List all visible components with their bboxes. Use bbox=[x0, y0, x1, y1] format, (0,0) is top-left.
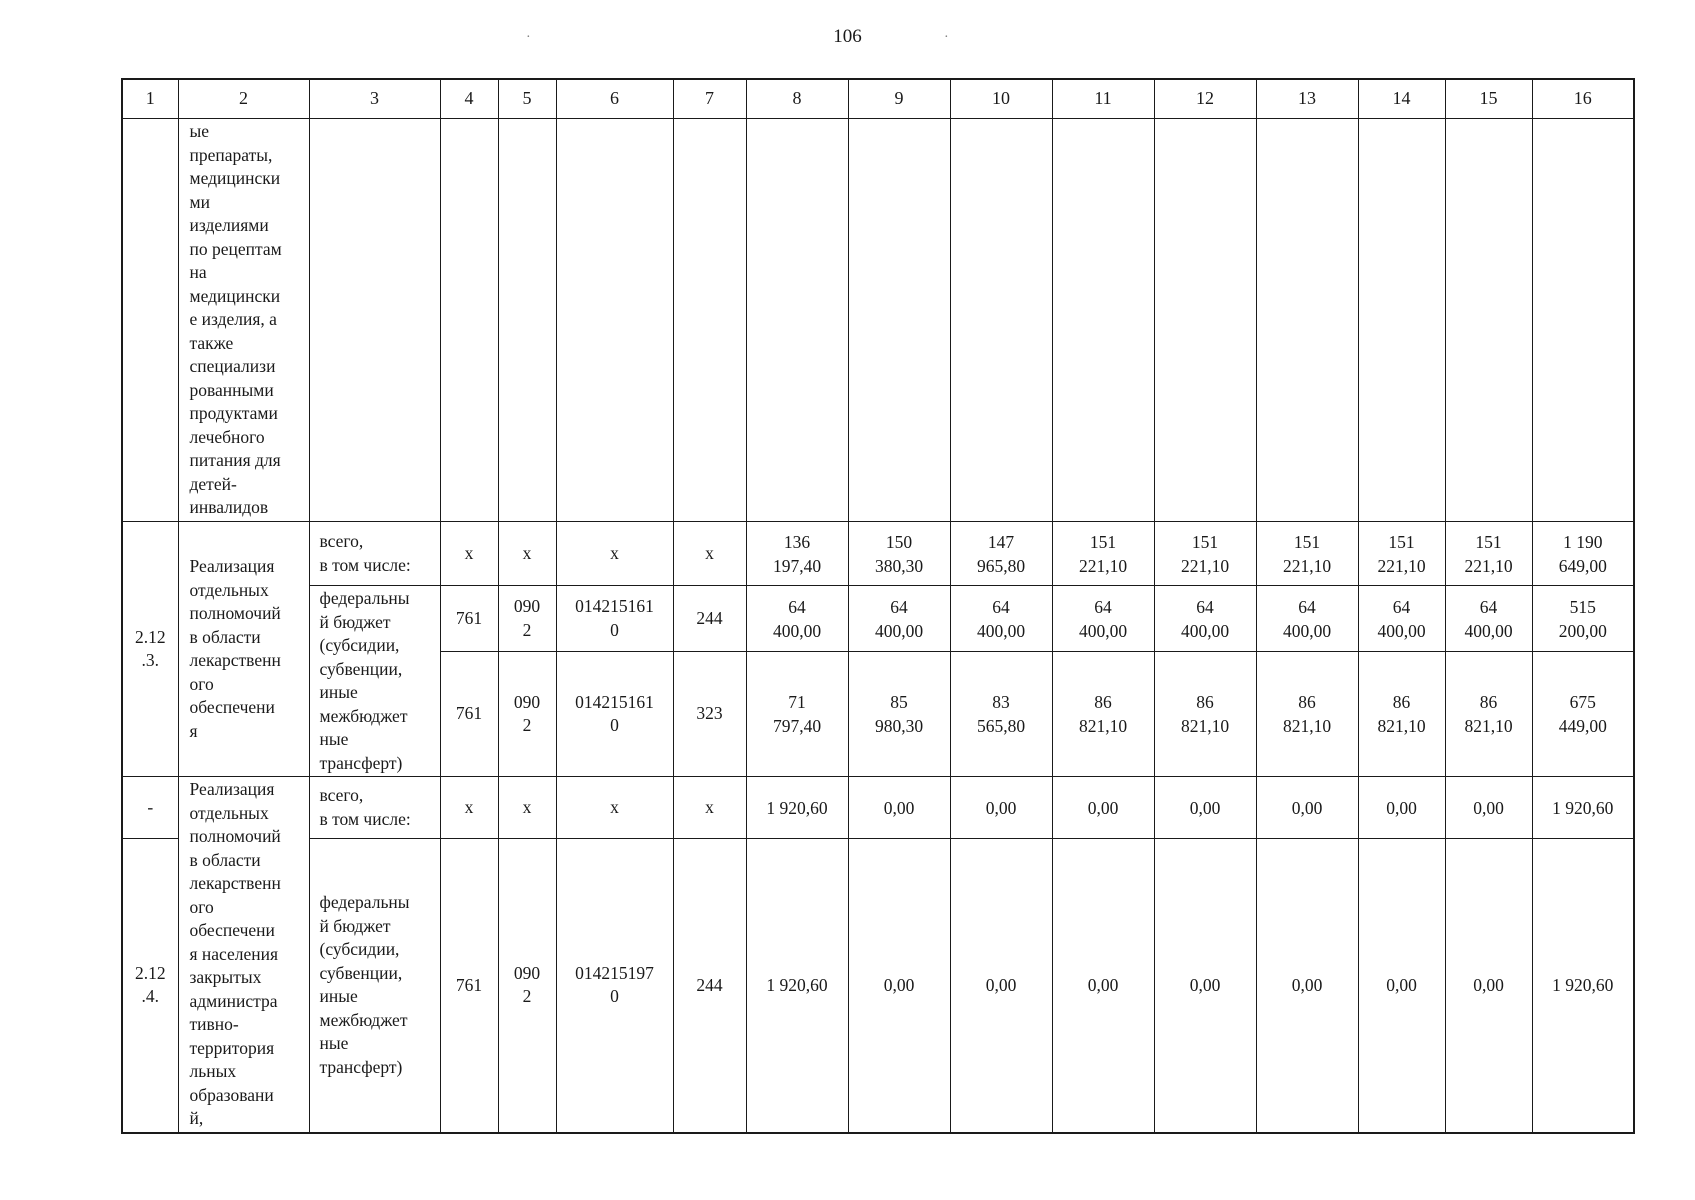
empty-cell bbox=[1256, 119, 1358, 522]
table-cell: 014215161 0 bbox=[556, 586, 673, 652]
table-cell: x bbox=[673, 522, 746, 586]
table-cell: 761 bbox=[440, 839, 498, 1133]
column-header: 5 bbox=[498, 79, 556, 119]
column-header: 1 bbox=[122, 79, 178, 119]
amount-cell: 64 400,00 bbox=[1256, 586, 1358, 652]
measure-name: Реализация отдельных полномочий в области лекарственн ого обеспечени я населения закрытых администра тивно- территория льных образовани й, bbox=[178, 777, 309, 1133]
amount-cell: 1 920,60 bbox=[746, 839, 848, 1133]
measure-name-continued: ые препараты, медицински ми изделиями по рецептам на медицински е изделия, а также специализи рованными продуктами лечебного питания для детей- инвалидов bbox=[178, 119, 309, 522]
column-header: 16 bbox=[1532, 79, 1634, 119]
table-cell: 761 bbox=[440, 652, 498, 777]
amount-cell: 64 400,00 bbox=[746, 586, 848, 652]
table-cell: 014215197 0 bbox=[556, 839, 673, 1133]
amount-cell: 0,00 bbox=[848, 839, 950, 1133]
column-number-row bbox=[122, 79, 1634, 119]
amount-cell: 71 797,40 bbox=[746, 652, 848, 777]
empty-cell bbox=[1532, 119, 1634, 522]
table-cell: x bbox=[498, 777, 556, 839]
amount-cell: 147 965,80 bbox=[950, 522, 1052, 586]
row-number: 2.12 .3. bbox=[122, 522, 178, 777]
amount-cell: 86 821,10 bbox=[1256, 652, 1358, 777]
funding-source: федеральны й бюджет (субсидии, субвенции, иные межбюджет ные трансферт) bbox=[309, 839, 440, 1133]
row-number: 2.12 .4. bbox=[122, 839, 178, 1133]
column-header: 15 bbox=[1445, 79, 1532, 119]
column-header: 4 bbox=[440, 79, 498, 119]
amount-cell: 0,00 bbox=[1358, 839, 1445, 1133]
empty-cell bbox=[950, 119, 1052, 522]
table-cell: 761 bbox=[440, 586, 498, 652]
table-row bbox=[122, 522, 1634, 586]
column-header: 9 bbox=[848, 79, 950, 119]
column-header: 11 bbox=[1052, 79, 1154, 119]
amount-cell: 1 190 649,00 bbox=[1532, 522, 1634, 586]
funding-source: всего, в том числе: bbox=[309, 777, 440, 839]
amount-cell: 64 400,00 bbox=[1154, 586, 1256, 652]
amount-cell: 64 400,00 bbox=[848, 586, 950, 652]
amount-cell: 150 380,30 bbox=[848, 522, 950, 586]
empty-cell bbox=[673, 119, 746, 522]
empty-cell bbox=[1052, 119, 1154, 522]
amount-cell: 64 400,00 bbox=[1358, 586, 1445, 652]
empty-cell bbox=[440, 119, 498, 522]
empty-cell bbox=[556, 119, 673, 522]
column-header: 12 bbox=[1154, 79, 1256, 119]
amount-cell: 0,00 bbox=[1052, 777, 1154, 839]
amount-cell: 1 920,60 bbox=[1532, 777, 1634, 839]
amount-cell: 86 821,10 bbox=[1358, 652, 1445, 777]
table-cell: x bbox=[440, 522, 498, 586]
empty-cell bbox=[848, 119, 950, 522]
column-header: 3 bbox=[309, 79, 440, 119]
column-header: 2 bbox=[178, 79, 309, 119]
empty-cell bbox=[1154, 119, 1256, 522]
empty-cell bbox=[1358, 119, 1445, 522]
table-cell: 090 2 bbox=[498, 586, 556, 652]
amount-cell: 0,00 bbox=[1445, 777, 1532, 839]
column-header: 8 bbox=[746, 79, 848, 119]
funding-source: всего, в том числе: bbox=[309, 522, 440, 586]
scan-speck: · bbox=[944, 30, 949, 45]
amount-cell: 64 400,00 bbox=[1052, 586, 1154, 652]
amount-cell: 515 200,00 bbox=[1532, 586, 1634, 652]
amount-cell: 64 400,00 bbox=[950, 586, 1052, 652]
amount-cell: 1 920,60 bbox=[746, 777, 848, 839]
amount-cell: 0,00 bbox=[1154, 839, 1256, 1133]
empty-cell bbox=[498, 119, 556, 522]
amount-cell: 64 400,00 bbox=[1445, 586, 1532, 652]
amount-cell: 0,00 bbox=[1052, 839, 1154, 1133]
table-cell: x bbox=[440, 777, 498, 839]
table-cell: x bbox=[556, 522, 673, 586]
amount-cell: 86 821,10 bbox=[1154, 652, 1256, 777]
table-cell: x bbox=[673, 777, 746, 839]
amount-cell: 86 821,10 bbox=[1445, 652, 1532, 777]
amount-cell: 151 221,10 bbox=[1445, 522, 1532, 586]
empty-cell bbox=[309, 119, 440, 522]
table-cell: x bbox=[498, 522, 556, 586]
column-header: 6 bbox=[556, 79, 673, 119]
amount-cell: 0,00 bbox=[1358, 777, 1445, 839]
table-cell: 323 bbox=[673, 652, 746, 777]
amount-cell: 151 221,10 bbox=[1256, 522, 1358, 586]
scan-speck: · bbox=[526, 30, 531, 45]
amount-cell: 1 920,60 bbox=[1532, 839, 1634, 1133]
table-row bbox=[122, 586, 1634, 652]
amount-cell: 0,00 bbox=[1256, 839, 1358, 1133]
table-cell: x bbox=[556, 777, 673, 839]
amount-cell: 0,00 bbox=[848, 777, 950, 839]
amount-cell: 83 565,80 bbox=[950, 652, 1052, 777]
amount-cell: 151 221,10 bbox=[1154, 522, 1256, 586]
table-cell: 090 2 bbox=[498, 839, 556, 1133]
amount-cell: 0,00 bbox=[1256, 777, 1358, 839]
amount-cell: 675 449,00 bbox=[1532, 652, 1634, 777]
budget-table-wrapper bbox=[121, 78, 1635, 1134]
column-header: 10 bbox=[950, 79, 1052, 119]
amount-cell: 86 821,10 bbox=[1052, 652, 1154, 777]
continuation-row bbox=[122, 119, 1634, 522]
column-header: 7 bbox=[673, 79, 746, 119]
amount-cell: 0,00 bbox=[1445, 839, 1532, 1133]
amount-cell: 151 221,10 bbox=[1052, 522, 1154, 586]
amount-cell: 0,00 bbox=[950, 839, 1052, 1133]
amount-cell: 151 221,10 bbox=[1358, 522, 1445, 586]
empty-cell bbox=[746, 119, 848, 522]
table-cell: 014215161 0 bbox=[556, 652, 673, 777]
measure-name: Реализация отдельных полномочий в области лекарственн ого обеспечени я bbox=[178, 522, 309, 777]
table-cell: 090 2 bbox=[498, 652, 556, 777]
page-number: 106 bbox=[833, 26, 862, 47]
row-number-cell bbox=[122, 119, 178, 522]
funding-source: федеральны й бюджет (субсидии, субвенции, иные межбюджет ные трансферт) bbox=[309, 586, 440, 777]
table-row bbox=[122, 777, 1634, 839]
table-row bbox=[122, 839, 1634, 1133]
amount-cell: 0,00 bbox=[1154, 777, 1256, 839]
table-cell: 244 bbox=[673, 839, 746, 1133]
budget-table bbox=[121, 78, 1635, 1134]
amount-cell: 136 197,40 bbox=[746, 522, 848, 586]
amount-cell: 0,00 bbox=[950, 777, 1052, 839]
column-header: 13 bbox=[1256, 79, 1358, 119]
empty-cell bbox=[1445, 119, 1532, 522]
row-number-dash: - bbox=[122, 777, 178, 839]
amount-cell: 85 980,30 bbox=[848, 652, 950, 777]
table-cell: 244 bbox=[673, 586, 746, 652]
column-header: 14 bbox=[1358, 79, 1445, 119]
